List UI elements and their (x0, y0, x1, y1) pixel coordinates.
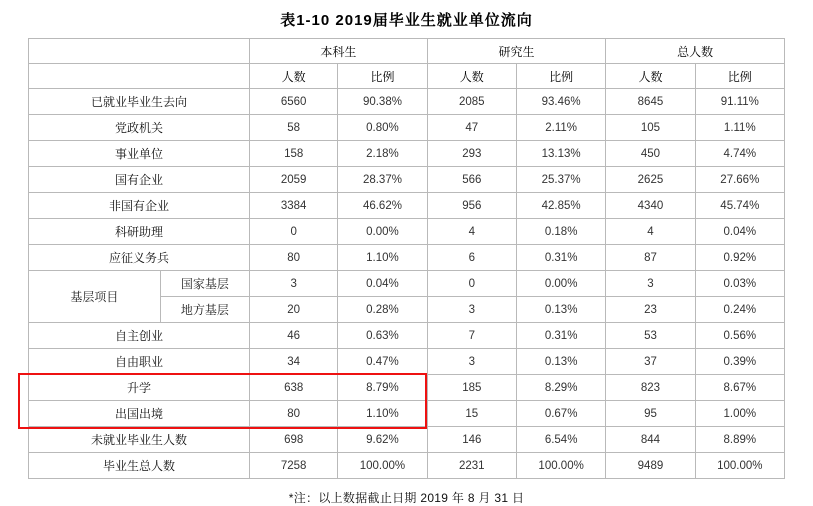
header-corner-blank (29, 39, 250, 64)
cell-total-count: 37 (606, 349, 695, 375)
table-row-highlighted (29, 375, 785, 401)
header-graduate-ratio: 比例 (516, 64, 605, 89)
cell-bachelor-ratio: 0.47% (338, 349, 427, 375)
table-head (29, 39, 785, 89)
cell-graduate-ratio: 8.29% (516, 375, 605, 401)
cell-bachelor-ratio: 1.10% (338, 401, 427, 427)
cell-graduate-ratio: 13.13% (516, 141, 605, 167)
cell-graduate-count: 146 (427, 427, 516, 453)
cell-graduate-ratio: 0.67% (516, 401, 605, 427)
cell-graduate-count: 3 (427, 349, 516, 375)
row-label: 事业单位 (29, 141, 250, 167)
cell-graduate-count: 15 (427, 401, 516, 427)
cell-total-ratio: 27.66% (695, 167, 784, 193)
cell-bachelor-count: 58 (250, 115, 338, 141)
table-row (29, 219, 785, 245)
cell-graduate-ratio: 0.31% (516, 323, 605, 349)
table-row (29, 323, 785, 349)
header-graduate-count: 人数 (427, 64, 516, 89)
cell-graduate-ratio: 6.54% (516, 427, 605, 453)
page-title: 表1-10 2019届毕业生就业单位流向 (280, 12, 533, 29)
cell-graduate-count: 2085 (427, 89, 516, 115)
cell-graduate-ratio: 0.00% (516, 271, 605, 297)
table-row (29, 453, 785, 479)
cell-bachelor-count: 34 (250, 349, 338, 375)
row-label: 已就业毕业生去向 (29, 89, 250, 115)
header-sub-blank (29, 64, 250, 89)
table-header-subs (29, 64, 785, 89)
row-label: 自主创业 (29, 323, 250, 349)
cell-graduate-count: 0 (427, 271, 516, 297)
cell-total-count: 4340 (606, 193, 695, 219)
table-row (29, 245, 785, 271)
cell-bachelor-count: 158 (250, 141, 338, 167)
employment-table (28, 38, 785, 479)
cell-bachelor-ratio: 100.00% (338, 453, 427, 479)
cell-total-count: 9489 (606, 453, 695, 479)
row-label: 地方基层 (160, 297, 249, 323)
cell-graduate-ratio: 0.31% (516, 245, 605, 271)
cell-bachelor-count: 698 (250, 427, 338, 453)
row-label: 科研助理 (29, 219, 250, 245)
table-row (29, 141, 785, 167)
row-label: 国家基层 (160, 271, 249, 297)
table-row (29, 349, 785, 375)
cell-bachelor-ratio: 0.63% (338, 323, 427, 349)
cell-total-ratio: 0.03% (695, 271, 784, 297)
cell-bachelor-ratio: 2.18% (338, 141, 427, 167)
cell-bachelor-count: 0 (250, 219, 338, 245)
table-body (29, 89, 785, 479)
cell-total-ratio: 4.74% (695, 141, 784, 167)
cell-total-ratio: 1.00% (695, 401, 784, 427)
row-label: 应征义务兵 (29, 245, 250, 271)
row-label: 党政机关 (29, 115, 250, 141)
cell-total-count: 2625 (606, 167, 695, 193)
table-container (28, 38, 785, 479)
cell-total-ratio: 8.89% (695, 427, 784, 453)
cell-graduate-count: 566 (427, 167, 516, 193)
cell-total-count: 823 (606, 375, 695, 401)
table-header-groups (29, 39, 785, 64)
cell-total-ratio: 0.24% (695, 297, 784, 323)
cell-graduate-ratio: 0.13% (516, 297, 605, 323)
cell-bachelor-count: 3 (250, 271, 338, 297)
cell-bachelor-count: 46 (250, 323, 338, 349)
cell-graduate-ratio: 2.11% (516, 115, 605, 141)
row-label: 出国出境 (29, 401, 250, 427)
cell-graduate-count: 2231 (427, 453, 516, 479)
cell-total-ratio: 8.67% (695, 375, 784, 401)
cell-total-count: 53 (606, 323, 695, 349)
cell-graduate-ratio: 0.13% (516, 349, 605, 375)
cell-total-ratio: 1.11% (695, 115, 784, 141)
cell-bachelor-ratio: 0.80% (338, 115, 427, 141)
cell-graduate-ratio: 100.00% (516, 453, 605, 479)
cell-total-ratio: 0.56% (695, 323, 784, 349)
row-label: 毕业生总人数 (29, 453, 250, 479)
cell-total-ratio: 100.00% (695, 453, 784, 479)
cell-bachelor-ratio: 90.38% (338, 89, 427, 115)
cell-total-count: 105 (606, 115, 695, 141)
header-total-ratio: 比例 (695, 64, 784, 89)
cell-bachelor-count: 6560 (250, 89, 338, 115)
cell-bachelor-count: 20 (250, 297, 338, 323)
cell-graduate-ratio: 25.37% (516, 167, 605, 193)
footnote: *注：以上数据截止日期 2019 年 8 月 31 日 (288, 491, 525, 505)
cell-graduate-count: 4 (427, 219, 516, 245)
header-group-graduate: 研究生 (427, 39, 606, 64)
cell-graduate-count: 185 (427, 375, 516, 401)
table-row (29, 271, 785, 297)
cell-total-ratio: 45.74% (695, 193, 784, 219)
cell-bachelor-ratio: 28.37% (338, 167, 427, 193)
cell-total-count: 8645 (606, 89, 695, 115)
cell-bachelor-ratio: 46.62% (338, 193, 427, 219)
row-label: 升学 (29, 375, 250, 401)
cell-total-count: 844 (606, 427, 695, 453)
row-label: 非国有企业 (29, 193, 250, 219)
cell-total-count: 23 (606, 297, 695, 323)
cell-graduate-count: 956 (427, 193, 516, 219)
cell-bachelor-ratio: 0.28% (338, 297, 427, 323)
table-row-highlighted (29, 401, 785, 427)
cell-bachelor-count: 2059 (250, 167, 338, 193)
header-total-count: 人数 (606, 64, 695, 89)
header-group-total: 总人数 (606, 39, 785, 64)
cell-total-count: 3 (606, 271, 695, 297)
table-row (29, 193, 785, 219)
cell-bachelor-ratio: 8.79% (338, 375, 427, 401)
cell-total-count: 87 (606, 245, 695, 271)
cell-total-ratio: 0.39% (695, 349, 784, 375)
cell-bachelor-ratio: 9.62% (338, 427, 427, 453)
cell-graduate-count: 47 (427, 115, 516, 141)
table-row (29, 167, 785, 193)
cell-bachelor-count: 3384 (250, 193, 338, 219)
cell-total-ratio: 91.11% (695, 89, 784, 115)
table-row (29, 427, 785, 453)
header-bachelor-ratio: 比例 (338, 64, 427, 89)
cell-graduate-count: 3 (427, 297, 516, 323)
row-group-label: 基层项目 (29, 271, 161, 323)
cell-graduate-count: 6 (427, 245, 516, 271)
cell-total-count: 450 (606, 141, 695, 167)
cell-bachelor-count: 7258 (250, 453, 338, 479)
cell-total-count: 95 (606, 401, 695, 427)
table-row (29, 89, 785, 115)
cell-bachelor-ratio: 0.04% (338, 271, 427, 297)
cell-graduate-ratio: 42.85% (516, 193, 605, 219)
header-bachelor-count: 人数 (250, 64, 338, 89)
cell-graduate-count: 293 (427, 141, 516, 167)
cell-bachelor-count: 80 (250, 245, 338, 271)
header-group-bachelor: 本科生 (250, 39, 428, 64)
cell-graduate-ratio: 93.46% (516, 89, 605, 115)
cell-total-ratio: 0.92% (695, 245, 784, 271)
cell-bachelor-count: 638 (250, 375, 338, 401)
cell-graduate-count: 7 (427, 323, 516, 349)
table-row (29, 115, 785, 141)
cell-total-ratio: 0.04% (695, 219, 784, 245)
cell-graduate-ratio: 0.18% (516, 219, 605, 245)
cell-total-count: 4 (606, 219, 695, 245)
row-label: 未就业毕业生人数 (29, 427, 250, 453)
cell-bachelor-ratio: 1.10% (338, 245, 427, 271)
row-label: 国有企业 (29, 167, 250, 193)
cell-bachelor-count: 80 (250, 401, 338, 427)
cell-bachelor-ratio: 0.00% (338, 219, 427, 245)
row-label: 自由职业 (29, 349, 250, 375)
